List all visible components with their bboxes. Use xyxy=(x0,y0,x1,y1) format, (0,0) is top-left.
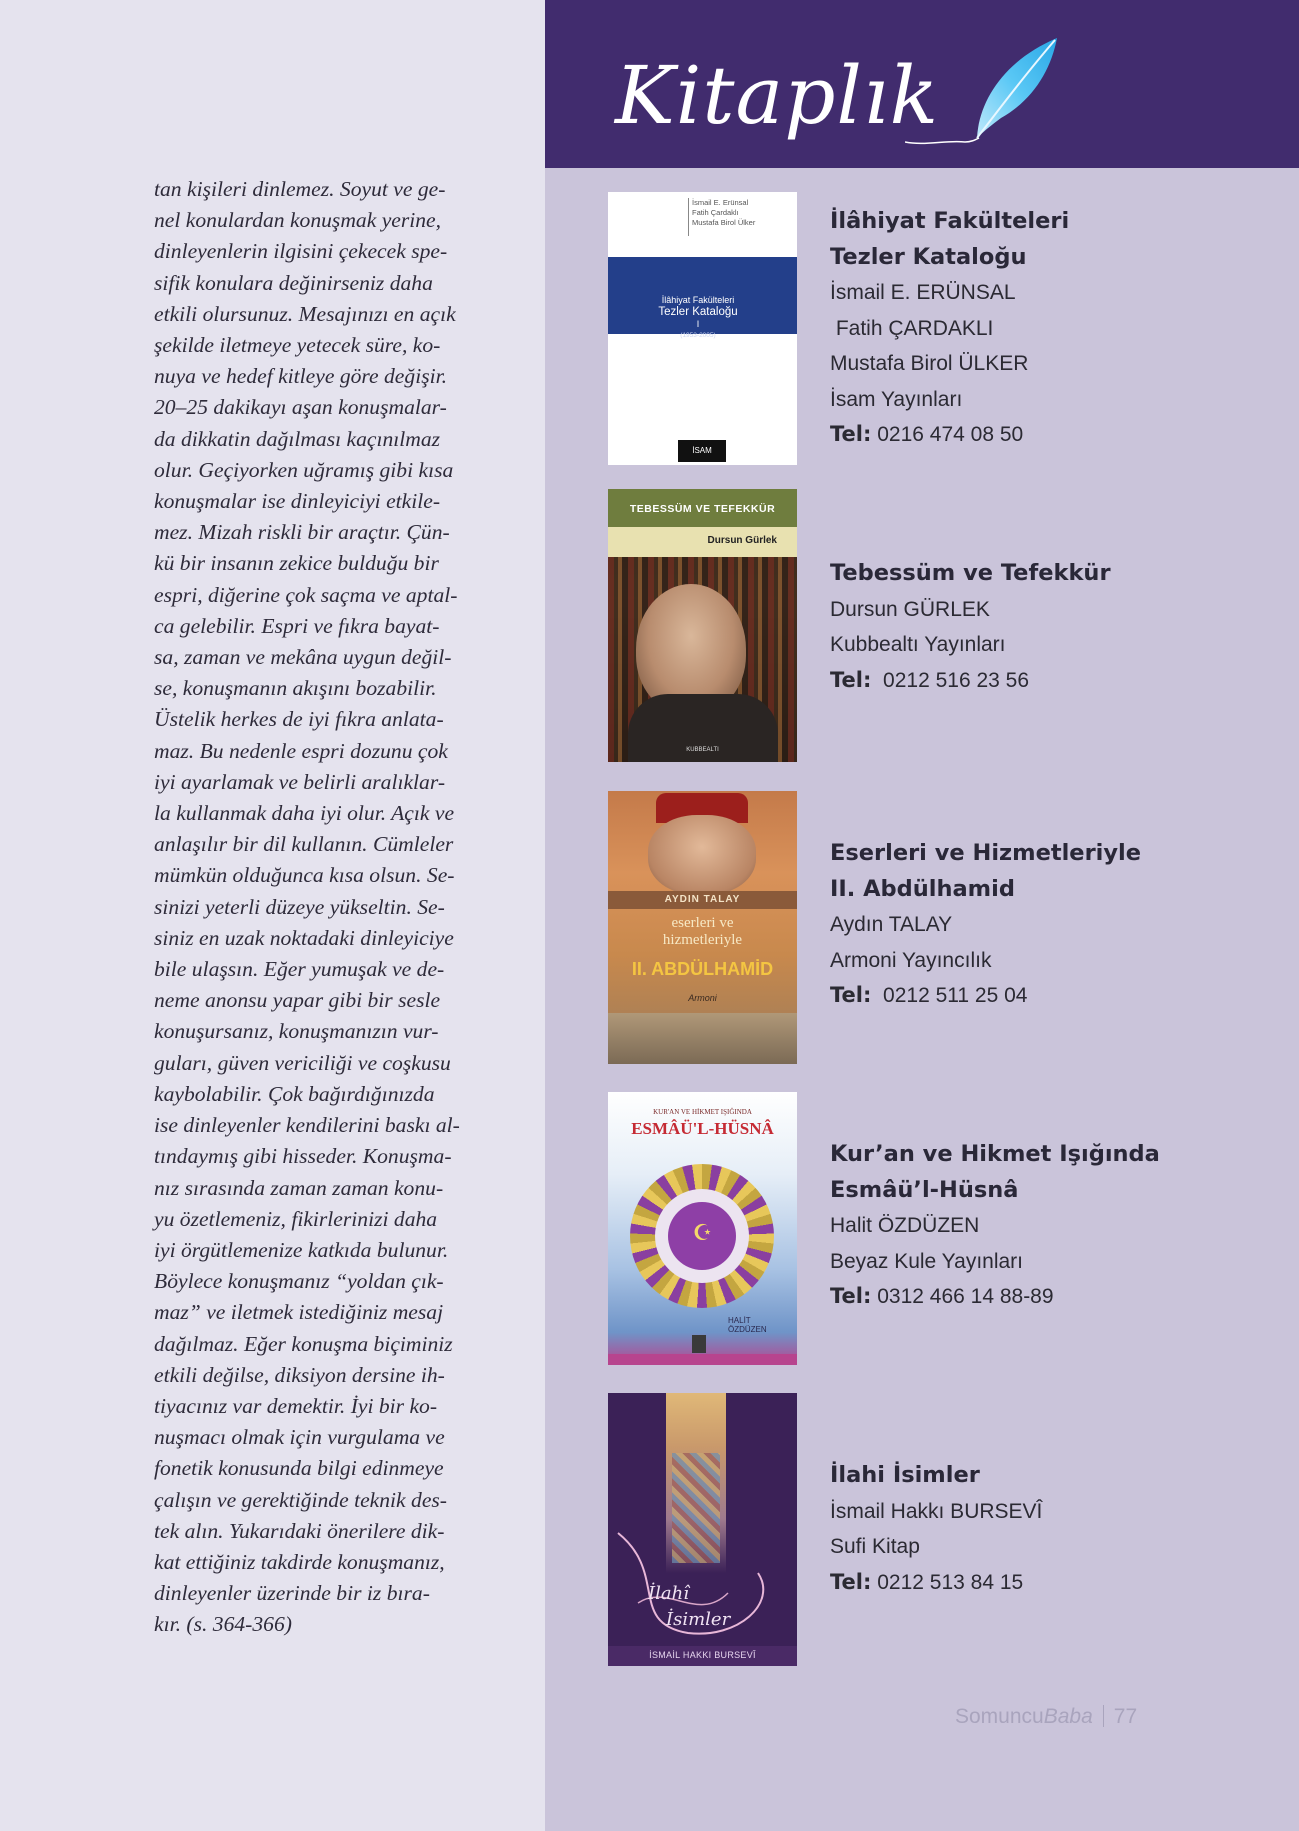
cover-title: II. ABDÜLHAMİD xyxy=(631,959,774,979)
book-author: Halit ÖZDÜZEN xyxy=(830,1214,980,1237)
book-publisher: Armoni Yayıncılık xyxy=(830,948,992,972)
book-info xyxy=(830,1137,1170,1315)
cover-author: ÖZDÜZEN xyxy=(728,1325,767,1334)
tel-label: Tel: xyxy=(830,422,872,446)
book-title: Kur’an ve Hikmet Işığında xyxy=(830,1141,1160,1167)
cover-author: İSMAİL HAKKI BURSEVÎ xyxy=(649,1650,756,1660)
cover-title: İlahî xyxy=(648,1583,689,1604)
brand-name: Somuncu xyxy=(955,1705,1044,1728)
book-author: İsmail E. ERÜNSAL xyxy=(830,281,1016,304)
page-footer xyxy=(955,1705,1137,1729)
cover-author: HALİT xyxy=(728,1316,751,1325)
book-title: Tebessüm ve Tefekkür xyxy=(830,560,1111,586)
cover-author: Dursun Gürlek xyxy=(707,535,777,546)
tel-label: Tel: xyxy=(830,667,872,692)
publisher-logo: KUBBEALTI xyxy=(686,747,719,753)
cover-subtitle: eserleri ve xyxy=(671,915,734,931)
book-info xyxy=(830,556,1170,698)
book-cover xyxy=(608,489,797,762)
book-title: İlahi İsimler xyxy=(830,1462,980,1488)
book-publisher: İsam Yayınları xyxy=(830,387,963,411)
cover-subtitle: hizmetleriyle xyxy=(662,932,743,948)
book-title: İlâhiyat Fakülteleri xyxy=(830,208,1070,234)
publisher-logo: Armoni xyxy=(688,993,717,1003)
cover-subtitle: İlâhiyat Fakülteleri xyxy=(661,295,735,305)
book-cover xyxy=(608,791,797,1064)
section-header xyxy=(545,0,1299,168)
book-title: II. Abdülhamid xyxy=(830,875,1015,902)
book-author: Fatih ÇARDAKLI xyxy=(830,316,994,340)
cover-title: ESMÂÜ'L-HÜSNÂ xyxy=(631,1119,774,1138)
cover-title: TEBESSÜM VE TEFEKKÜR xyxy=(629,503,776,515)
tel-number: 0312 466 14 88-89 xyxy=(877,1285,1054,1308)
publisher-logo-icon xyxy=(692,1335,706,1353)
cover-author: Fatih Çardaklı xyxy=(692,208,739,217)
book-publisher: Kubbealtı Yayınları xyxy=(830,633,1006,656)
book-publisher: Beyaz Kule Yayınları xyxy=(830,1249,1023,1273)
cover-author: İsmail E. Erünsal xyxy=(692,198,749,207)
brand-name: Baba xyxy=(1043,1705,1093,1728)
book-cover xyxy=(608,1092,797,1365)
book-cover xyxy=(608,192,797,465)
cover-title: Tezler Kataloğu xyxy=(658,306,738,318)
tel-label: Tel: xyxy=(830,1284,872,1308)
book-author: Mustafa Birol ÜLKER xyxy=(830,352,1029,375)
cover-author: Mustafa Birol Ülker xyxy=(692,218,756,227)
book-phone xyxy=(830,978,1170,1014)
book-author: Dursun GÜRLEK xyxy=(830,597,990,621)
book-phone xyxy=(830,1279,1170,1315)
book-title: Tezler Kataloğu xyxy=(830,243,1027,270)
cover-title: İsimler xyxy=(666,1609,731,1630)
book-author: İsmail Hakkı BURSEVÎ xyxy=(830,1499,1043,1523)
page-number: 77 xyxy=(1113,1705,1138,1728)
book-author: Aydın TALAY xyxy=(830,913,953,936)
cover-volume: I xyxy=(696,319,700,329)
tel-label: Tel: xyxy=(830,1569,872,1594)
book-title: Esmâü’l-Hüsnâ xyxy=(830,1176,1019,1203)
tel-number: 0216 474 08 50 xyxy=(877,423,1024,446)
tel-number: 0212 511 25 04 xyxy=(877,984,1028,1007)
book-phone xyxy=(830,417,1170,453)
book-info xyxy=(830,1458,1170,1600)
feather-icon xyxy=(905,30,1065,160)
cover-years: (1953-2005) xyxy=(680,332,716,339)
tel-label: Tel: xyxy=(830,983,872,1007)
footer-divider xyxy=(1103,1705,1104,1727)
publisher-logo: İSAM xyxy=(678,440,726,462)
article-body: tan kişileri dinlemez. Soyut ve ge- nel konulardan konuşmak yerine, dinleyenlerin ilgisini çekecek spe- sifik konulara değinirseniz daha etkili olursunuz. Mesajınızı en açık şekilde iletmeye yetecek süre, ko- nuya ve hedef kitleye göre değişir. 20–25 dakikayı aşan konuşmalar- da dikkatin dağılması kaçınılmaz olur. Geçiyorken uğramış gibi kısa konuşmalar ise dinleyiciyi etkile- mez. Mizah riskli bir araçtır. Çün- kü bir insanın zekice bulduğu bir espri, diğerine çok saçma ve aptal- ca gelebilir. Espri ve fıkra bayat- sa, zaman ve mekâna uygun değil- se, konuşmanın akışını bozabilir. Üstelik herkes de iyi fıkra anlata- maz. Bu nedenle espri dozunu çok iyi ayarlamak ve belirli aralıklar- la kullanmak daha iyi olur. Açık ve anlaşılır bir dil kullanın. Cümleler mümkün olduğunca kısa olsun. Se- sinizi yeterli düzeye yükseltin. Se- siniz en uzak noktadaki dinleyiciye bile ulaşsın. Eğer yumuşak ve de- neme anonsu yapar gibi bir sesle konuşursanız, konuşmanızın vur- guları, güven vericiliği ve coşkusu kaybolabilir. Çok bağırdığınızda ise dinleyenler kendilerini baskı al- tındaymış gibi hisseder. Konuşma- nız sırasında zaman zaman konu- yu özetlemeniz, fikirlerinizi daha iyi örgütlemenize katkıda bulunur. Böylece konuşmanız “yoldan çık- maz” ve iletmek istediğiniz mesaj dağılmaz. Eğer konuşma biçiminiz etkili değilse, diksiyon dersine ih- tiyacınız var demektir. İyi bir ko- nuşmacı olmak için vurgulama ve fonetik konusunda bilgi edinmeye çalışın ve gerektiğinde teknik des- tek alın. Yukarıdaki önerilere dik- kat ettiğiniz takdirde konuşmanız, dinleyenler üzerinde bir iz bıra- kır. (s. 364-366) xyxy=(154,177,460,1637)
book-phone xyxy=(830,1565,1170,1601)
book-phone xyxy=(830,663,1170,699)
book-cover xyxy=(608,1393,797,1666)
book-info xyxy=(830,836,1170,1014)
section-title: Kitaplık xyxy=(615,49,940,142)
book-title: Eserleri ve Hizmetleriyle xyxy=(830,840,1142,866)
bookshelf-column xyxy=(545,0,1299,1831)
article-column xyxy=(0,0,545,1831)
book-info xyxy=(830,204,1170,453)
cover-author: AYDIN TALAY xyxy=(664,894,741,905)
tel-number: 0212 513 84 15 xyxy=(877,1570,1024,1594)
allah-calligraphy-icon: ☪ xyxy=(692,1220,713,1245)
cover-subtitle: KUR'AN VE HİKMET IŞIĞINDA xyxy=(653,1108,752,1116)
book-publisher: Sufi Kitap xyxy=(830,1535,920,1558)
tel-number: 0212 516 23 56 xyxy=(877,668,1030,692)
